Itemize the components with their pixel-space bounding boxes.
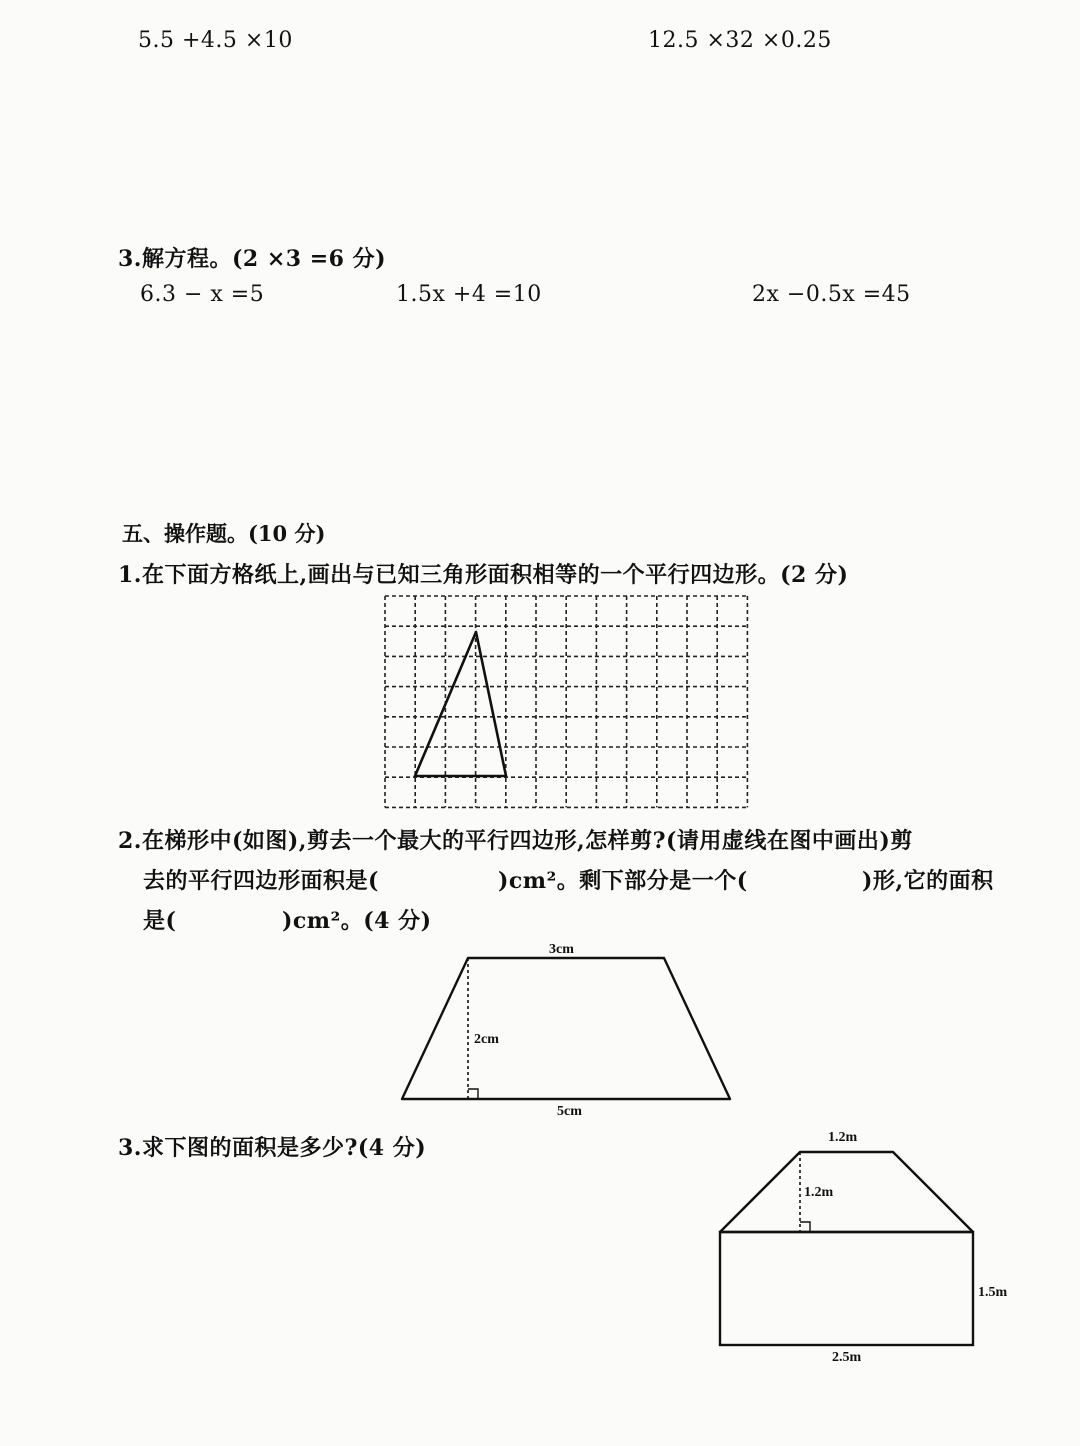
question-2-line-3a: 是( bbox=[143, 908, 177, 934]
question-2-line-2c: )形,它的面积 bbox=[862, 868, 994, 894]
question-1: 1.在下面方格纸上,画出与已知三角形面积相等的一个平行四边形。(2 分) bbox=[118, 562, 849, 588]
section-title: 五、操作题。(10 分) bbox=[122, 521, 326, 546]
composite-right-angle bbox=[800, 1222, 810, 1232]
equation-3: 2x −0.5x =45 bbox=[752, 282, 911, 307]
calc-expression-1: 5.5 +4.5 ×10 bbox=[138, 28, 293, 53]
question-2-line-2b: )cm²。剩下部分是一个( bbox=[498, 868, 748, 894]
trapezoid-right-angle bbox=[468, 1089, 478, 1099]
equation-2: 1.5x +4 =10 bbox=[396, 282, 542, 307]
calc-expression-2: 12.5 ×32 ×0.25 bbox=[648, 28, 832, 53]
question-3: 3.求下图的面积是多少?(4 分) bbox=[118, 1135, 427, 1161]
composite-rectangle-shape bbox=[720, 1232, 973, 1345]
trapezoid-bottom-label: 5cm bbox=[557, 1104, 582, 1119]
composite-trapezoid-shape bbox=[720, 1152, 973, 1232]
equations-title: 3.解方程。(2 ×3 =6 分) bbox=[118, 246, 387, 272]
composite-top-label: 1.2m bbox=[828, 1130, 858, 1145]
question-2-line-3b: )cm²。(4 分) bbox=[282, 908, 432, 934]
triangle-shape bbox=[415, 632, 506, 776]
trapezoid-top-label: 3cm bbox=[549, 942, 574, 957]
question-2-line-2a: 去的平行四边形面积是( bbox=[143, 868, 379, 894]
composite-side-label: 1.5m bbox=[978, 1285, 1008, 1300]
question-2-line-1: 2.在梯形中(如图),剪去一个最大的平行四边形,怎样剪?(请用虚线在图中画出)剪 bbox=[118, 828, 913, 854]
composite-bottom-label: 2.5m bbox=[832, 1350, 862, 1365]
equation-1: 6.3 − x =5 bbox=[140, 282, 265, 307]
trapezoid-height-label: 2cm bbox=[474, 1032, 499, 1047]
composite-height-label: 1.2m bbox=[804, 1185, 834, 1200]
trapezoid-shape bbox=[402, 958, 730, 1099]
